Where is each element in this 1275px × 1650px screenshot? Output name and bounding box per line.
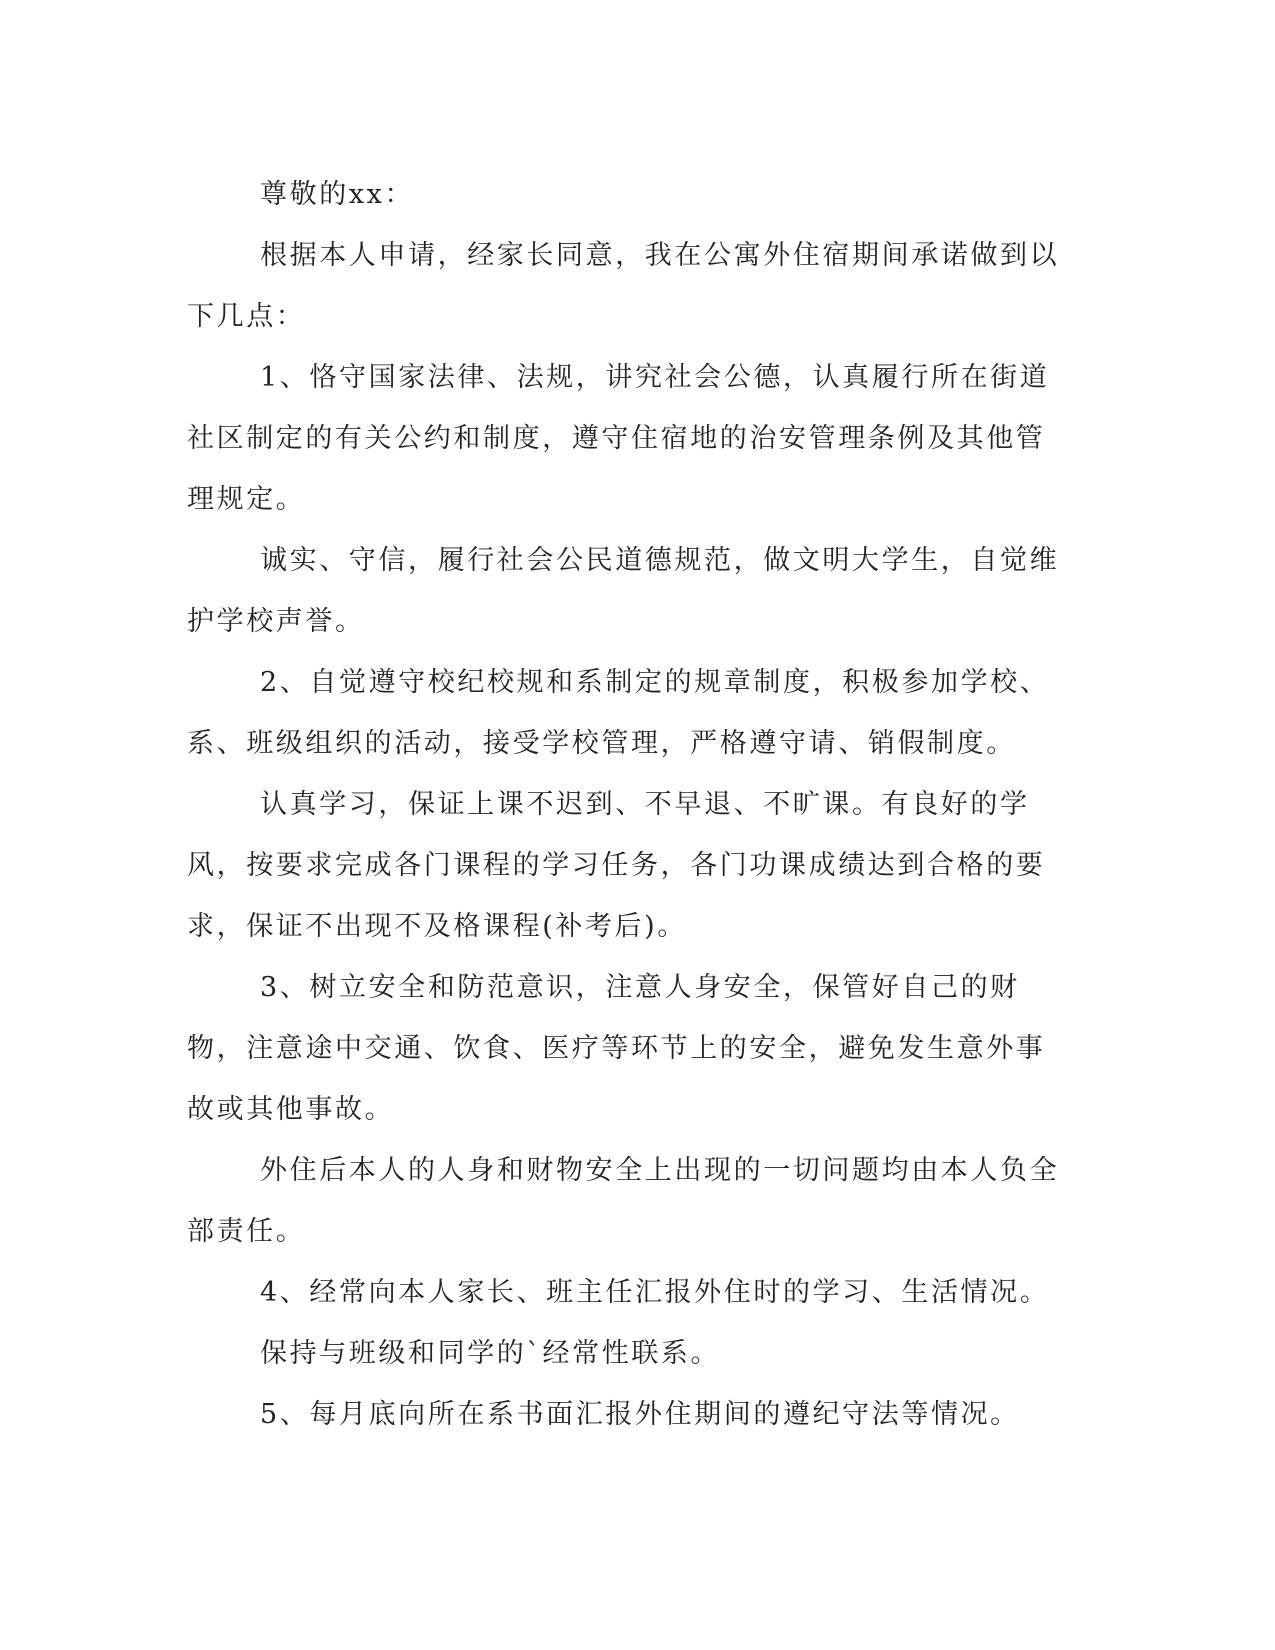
paragraph-item-5: 5、每月底向所在系书面汇报外住期间的遵纪守法等情况。: [260, 1399, 1020, 1430]
document-body: [187, 164, 1067, 1445]
paragraph-responsibility: 外住后本人的人身和财物安全上出现的一切问题均由本人负全部责任。: [187, 1155, 1060, 1247]
paragraph-item-3: 3、树立安全和防范意识，注意人身安全，保管好自己的财物，注意途中交通、饮食、医疗等环节上的安全，避免发生意外事故或其他事故。: [187, 972, 1046, 1125]
paragraph-item-1: 1、恪守国家法律、法规，讲究社会公德，认真履行所在街道社区制定的有关公约和制度，遵守住宿地的治安管理条例及其他管理规定。: [187, 362, 1050, 515]
paragraph-study: 认真学习，保证上课不迟到、不早退、不旷课。有良好的学风，按要求完成各门课程的学习任务，各门功课成绩达到合格的要求，保证不出现不及格课程(补考后)。: [187, 789, 1046, 942]
salutation: 尊敬的xx：: [260, 179, 415, 210]
paragraph-contact: 保持与班级和同学的`经常性联系。: [260, 1338, 721, 1369]
paragraph-honesty: 诚实、守信，履行社会公民道德规范，做文明大学生，自觉维护学校声誉。: [187, 545, 1060, 637]
paragraph-item-4: 4、经常向本人家长、班主任汇报外住时的学习、生活情况。: [260, 1277, 1050, 1308]
paragraph-item-2: 2、自觉遵守校纪校规和系制定的规章制度，积极参加学校、系、班级组织的活动，接受学校管理，严格遵守请、销假制度。: [187, 667, 1050, 759]
paragraph-intro: 根据本人申请，经家长同意，我在公寓外住宿期间承诺做到以下几点：: [187, 240, 1060, 332]
